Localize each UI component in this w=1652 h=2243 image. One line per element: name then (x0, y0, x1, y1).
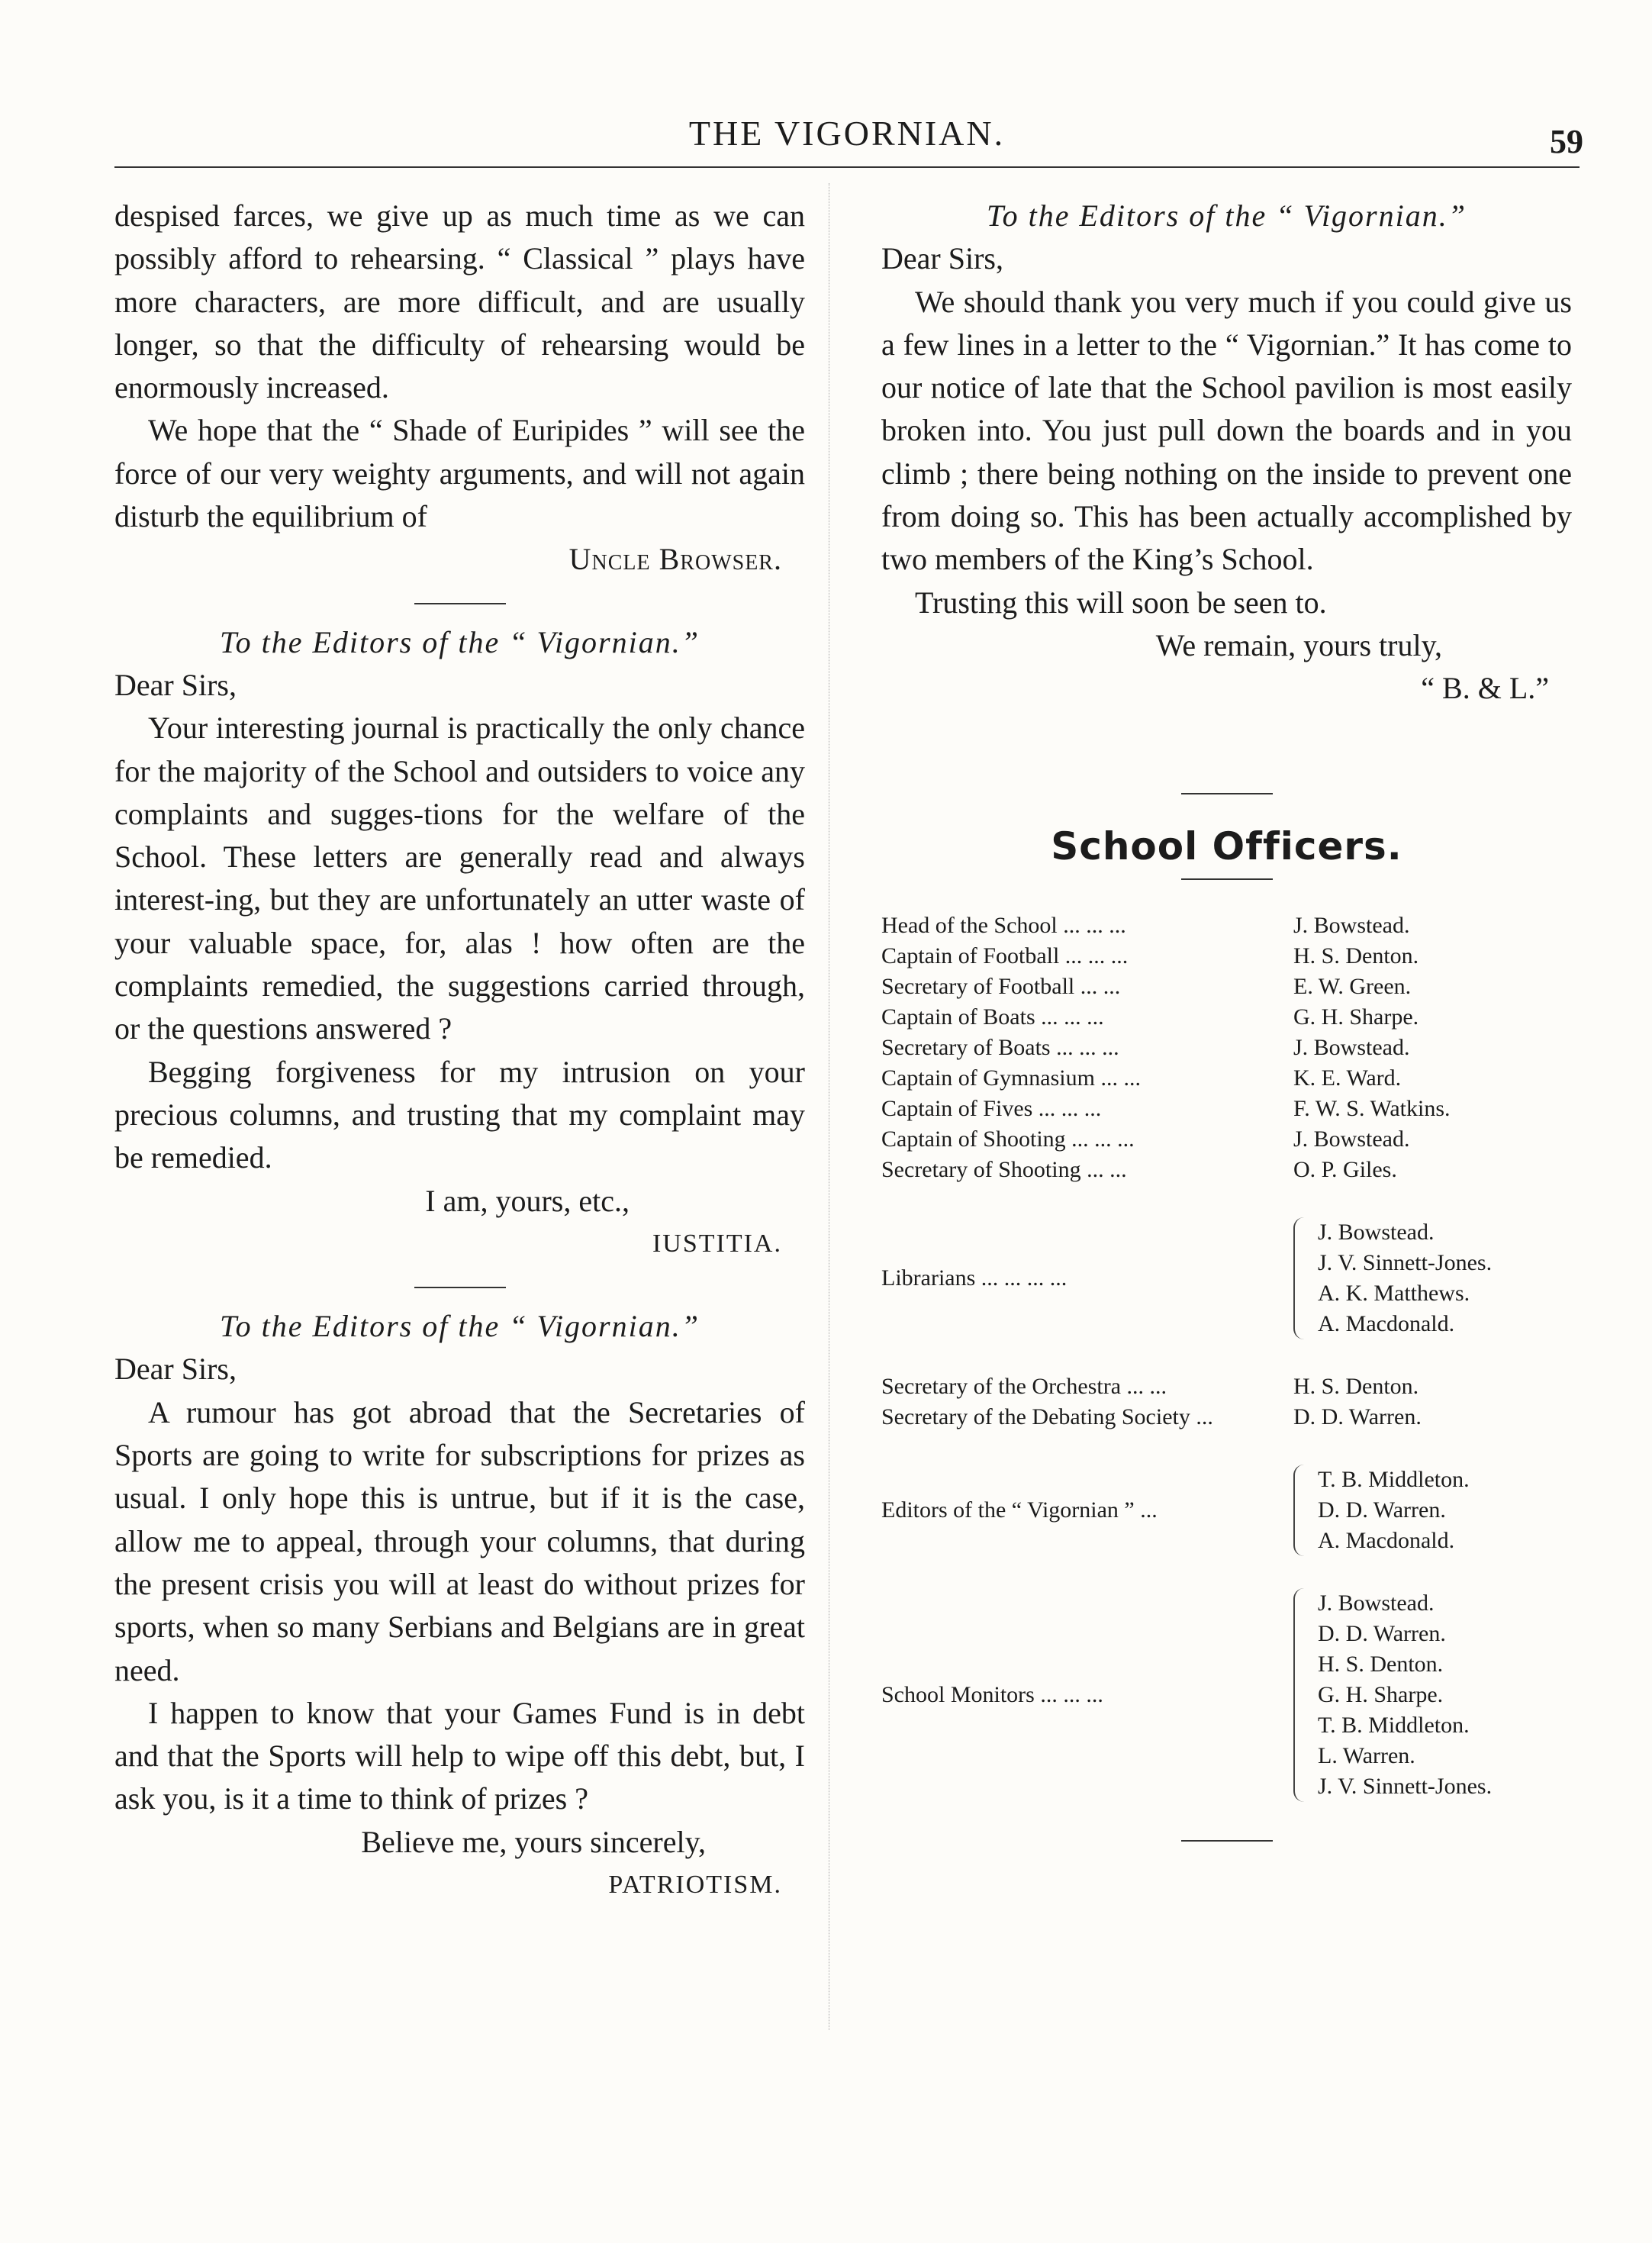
officer-row (881, 910, 1572, 941)
group-name: A. Macdonald. (1318, 1527, 1455, 1553)
salutation: Dear Sirs, (114, 667, 237, 702)
officer-name: H. S. Denton. (1293, 943, 1419, 968)
officers-title: School Officers. (1051, 823, 1402, 869)
section-rule (1181, 1840, 1273, 1842)
group-name: L. Warren. (1318, 1742, 1415, 1768)
group-label: School Monitors ... ... ... (881, 1681, 1103, 1707)
officer-name: G. H. Sharpe. (1293, 1004, 1419, 1030)
officer-row (881, 1002, 1572, 1033)
officer-row (881, 941, 1572, 972)
group-names (1318, 1217, 1492, 1339)
salutation: Dear Sirs, (881, 241, 1003, 276)
group-name: T. B. Middleton. (1318, 1712, 1470, 1738)
left-column (114, 195, 805, 1906)
letter-heading: To the Editors of the “ Vigornian.” (220, 624, 700, 659)
section-rule (414, 603, 506, 604)
officer-name: K. E. Ward. (1293, 1065, 1402, 1091)
paragraph: We hope that the “ Shade of Euripides ” will see the force of our very weighty arguments, and will not again disturb the equilibrium of (114, 413, 805, 534)
editors-group (881, 1465, 1572, 1556)
paragraph: We should thank you very much if you could give us a few lines in a letter to the “ Vigornian.” It has come to our notice of late that the School pavilion is most easily broken into. You just pull down the boards and in you climb ; there being nothing on the inside to prevent one from doing so. This has been actually accomplished by two members of the King’s School. (881, 284, 1572, 577)
officer-role: Secretary of the Debating Society ... (881, 1403, 1213, 1429)
officer-row (881, 1402, 1572, 1432)
paragraph: despised farces, we give up as much time as we can possibly afford to rehearsing. “ Classical ” plays have more characters, are more difficult, and are usually longer, so that the difficulty of rehearsing would be enormously increased. (114, 198, 805, 405)
brace (1293, 1465, 1309, 1556)
brace (1293, 1588, 1309, 1802)
officer-role: Captain of Boats ... ... ... (881, 1004, 1104, 1030)
page-header (114, 105, 1583, 166)
group-name: H. S. Denton. (1318, 1651, 1444, 1677)
letter-heading: To the Editors of the “ Vigornian.” (987, 198, 1467, 233)
letter-heading: To the Editors of the “ Vigornian.” (220, 1309, 700, 1344)
paragraph: A rumour has got abroad that the Secretaries of Sports are going to write for subscriptions for prizes as usual. I only hope this is untrue, but if it is the case, allow me to appeal, through your columns, that during the present crisis you will at least do without prizes for sports, when so many Serbians and Belgians are in great need. (114, 1394, 805, 1687)
officer-role: Captain of Fives ... ... ... (881, 1095, 1102, 1121)
paragraph: Begging forgiveness for my intrusion on your precious columns, and trusting that my complaint may be remedied. (114, 1054, 805, 1175)
officer-role: Secretary of Boats ... ... ... (881, 1034, 1119, 1060)
group-name: J. Bowstead. (1318, 1590, 1435, 1616)
officer-role: Secretary of Football ... ... (881, 973, 1121, 999)
officer-name: J. Bowstead. (1293, 1034, 1410, 1060)
section-rule (1181, 793, 1273, 794)
officer-row (881, 1033, 1572, 1063)
officer-role: Head of the School ... ... ... (881, 912, 1126, 938)
group-name: D. D. Warren. (1318, 1620, 1446, 1646)
section-rule (1181, 878, 1273, 880)
right-column (881, 195, 1572, 1858)
officer-row (881, 1094, 1572, 1124)
librarians-group (881, 1217, 1572, 1339)
section-rule (414, 1287, 506, 1288)
officer-row (881, 972, 1572, 1002)
officer-name: H. S. Denton. (1293, 1373, 1419, 1399)
officer-role: Secretary of Shooting ... ... (881, 1156, 1127, 1182)
officer-role: Captain of Gymnasium ... ... (881, 1065, 1141, 1091)
officer-name: D. D. Warren. (1293, 1403, 1422, 1429)
officer-role: Secretary of the Orchestra ... ... (881, 1373, 1167, 1399)
group-name: A. Macdonald. (1318, 1310, 1455, 1336)
running-title: THE VIGORNIAN. (688, 114, 1006, 153)
brace (1293, 1217, 1309, 1339)
officer-role: Captain of Shooting ... ... ... (881, 1126, 1135, 1152)
closing: Believe me, yours sincerely, (361, 1824, 706, 1859)
paragraph: I happen to know that your Games Fund is in debt and that the Sports will help to wipe off this debt, but, I ask you, is it a time to think of prizes ? (114, 1695, 805, 1816)
secretaries-group (881, 1371, 1572, 1432)
salutation: Dear Sirs, (114, 1352, 237, 1387)
officer-row (881, 1124, 1572, 1155)
officer-name: J. Bowstead. (1293, 912, 1410, 938)
group-name: J. Bowstead. (1318, 1219, 1435, 1245)
group-name: D. D. Warren. (1318, 1497, 1446, 1523)
paragraph: Your interesting journal is practically the only chance for the majority of the School and outsiders to voice any complaints and sugges-tions for the welfare of the School. These letters are generally read and always interest-ing, but they are unfortunately an utter waste of your valuable space, for, alas ! how often are the complaints remedied, the suggestions carried through, or the questions answered ? (114, 711, 805, 1046)
monitors-group (881, 1588, 1572, 1802)
officer-name: O. P. Giles. (1293, 1156, 1397, 1182)
paragraph: Trusting this will soon be seen to. (915, 585, 1327, 620)
signature: Uncle Browser. (568, 542, 782, 577)
officer-role: Captain of Football ... ... ... (881, 943, 1129, 968)
group-name: G. H. Sharpe. (1318, 1681, 1444, 1707)
officer-name: F. W. S. Watkins. (1293, 1095, 1451, 1121)
signature: “ B. & L.” (1421, 671, 1549, 706)
group-names (1318, 1588, 1492, 1802)
officer-name: E. W. Green. (1293, 973, 1412, 999)
group-names (1318, 1465, 1470, 1556)
group-name: A. K. Matthews. (1318, 1280, 1470, 1306)
officer-row (881, 1063, 1572, 1094)
group-label: Librarians ... ... ... ... (881, 1265, 1068, 1291)
header-rule (114, 166, 1580, 168)
closing: I am, yours, etc., (425, 1183, 630, 1218)
group-name: J. V. Sinnett-Jones. (1318, 1773, 1493, 1799)
signature: PATRIOTISM. (608, 1870, 782, 1899)
officer-name: J. Bowstead. (1293, 1126, 1410, 1152)
officers-list (881, 910, 1572, 1802)
group-label: Editors of the “ Vigornian ” ... (881, 1497, 1158, 1523)
signature: IUSTITIA. (652, 1229, 782, 1258)
closing: We remain, yours truly, (1155, 627, 1442, 662)
officer-row (881, 1371, 1572, 1402)
page-number: 59 (1550, 123, 1583, 160)
group-name: T. B. Middleton. (1318, 1466, 1470, 1492)
group-name: J. V. Sinnett-Jones. (1318, 1249, 1493, 1275)
officer-row (881, 1155, 1572, 1185)
